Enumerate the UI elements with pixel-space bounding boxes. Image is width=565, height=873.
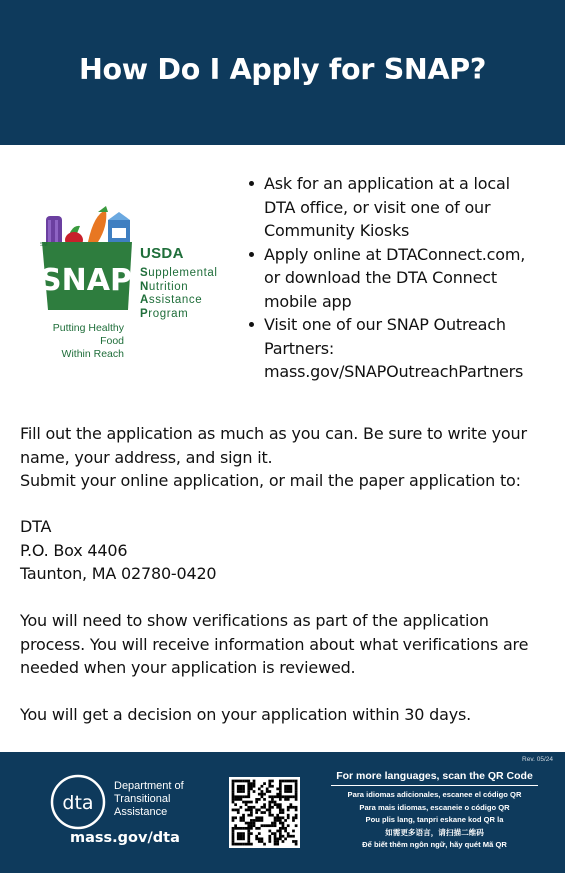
revision-date: Rev. 05/24 (522, 756, 553, 763)
list-item: Ask for an application at a local DTA office, or visit one of our Community Kiosks (245, 172, 555, 243)
list-item: Pou plis lang, tanpri eskane kod QR la (365, 815, 504, 825)
how-to-apply-list (245, 172, 555, 384)
trademark-mark: SM (40, 242, 48, 248)
qr-code (229, 777, 300, 848)
qr-code-icon (229, 777, 300, 848)
languages-list (331, 789, 538, 852)
header-banner (0, 0, 565, 145)
svg-text:SNAP: SNAP (40, 263, 132, 298)
dta-website: mass.gov/dta (70, 830, 180, 846)
dta-logo-icon (50, 774, 106, 830)
program-name: Supplemental Nutrition Assistance Program (140, 267, 218, 320)
footer (0, 752, 565, 873)
list-item: Para mais idiomas, escaneie o código QR (359, 802, 510, 812)
list-item: Visit one of our SNAP Outreach Partners: mass.gov/SNAPOutreachPartners (245, 313, 555, 384)
page-title: How Do I Apply for SNAP? (78, 53, 487, 86)
verifications-paragraph: You will need to show verifications as part of the application process. You will receive information about what verifications are needed when your application is reviewed. (20, 611, 529, 677)
fill-out-instructions: Fill out the application as much as you can. Be sure to write your name, your address, and sign it. Submit your online application, or mail the paper application to: (20, 424, 527, 490)
list-item: Apply online at DTAConnect.com, or download the DTA Connect mobile app (245, 243, 555, 314)
svg-text:dta: dta (62, 792, 94, 814)
snap-bag-icon (36, 206, 141, 316)
decision-paragraph: You will get a decision on your application within 30 days. (20, 705, 471, 724)
department-name: Department of Transitional Assistance (114, 780, 184, 818)
usda-label: USDA (140, 245, 184, 262)
mailing-address: DTA P.O. Box 4406 Taunton, MA 02780-0420 (20, 517, 217, 583)
list-item: Para idiomas adicionales, escanee el código QR (347, 790, 522, 799)
snap-logo (36, 206, 236, 360)
languages-heading: For more languages, scan the QR Code (331, 770, 538, 786)
snap-tagline: Putting Healthy Food Within Reach (52, 322, 124, 360)
list-item: 如需更多语言，请扫描二维码 (385, 827, 484, 837)
list-item: Để biết thêm ngôn ngữ, hãy quét Mã QR (362, 840, 507, 850)
